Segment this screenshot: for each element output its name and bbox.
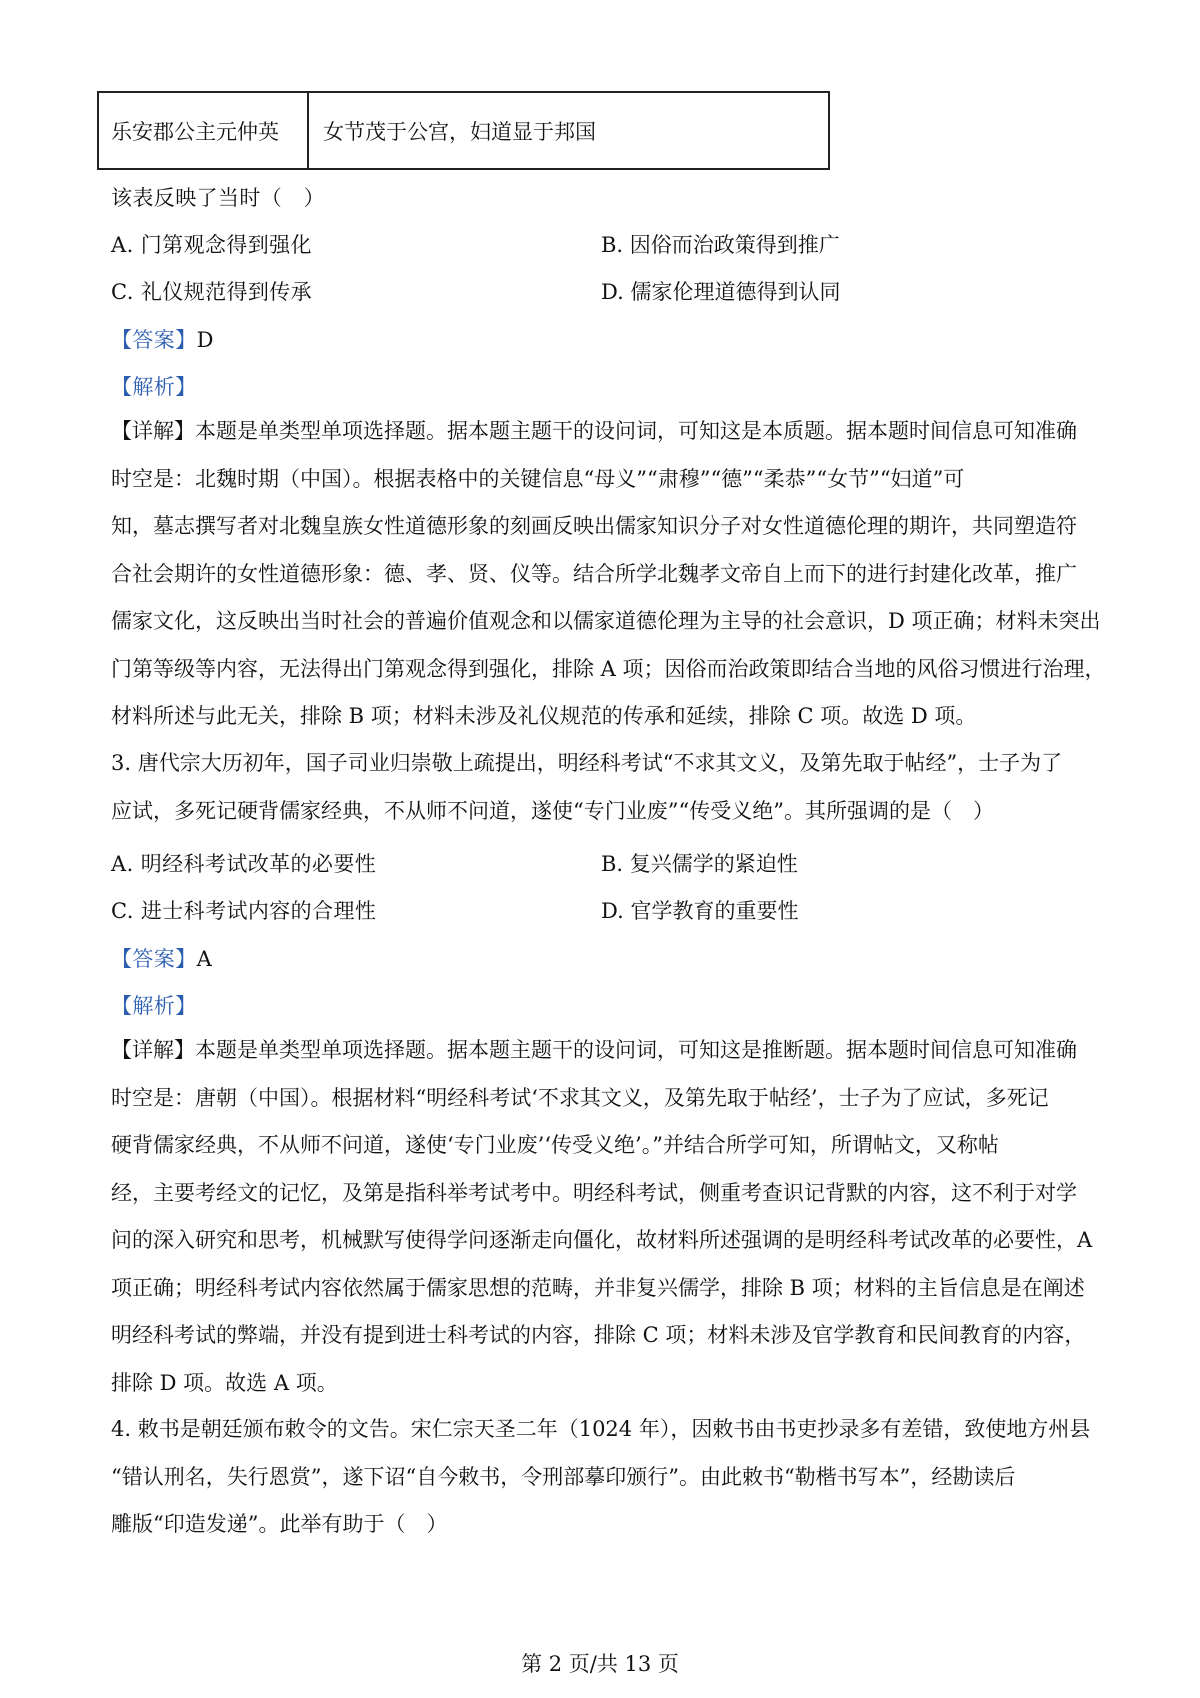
q3-detail-line: 问的深入研究和思考，机械默写使得学问逐渐走向僵化，故材料所述强调的是明经科考试改革的必要性，A <box>111 1228 1093 1252</box>
q3-option-c: C. 进士科考试内容的合理性 <box>111 899 377 923</box>
page-footer: 第 2 页/共 13 页 <box>521 1652 679 1676</box>
q3-stem-line: 3. 唐代宗大历初年，国子司业归崇敬上疏提出，明经科考试“不求其文义，及第先取于帖经”，士子为了 <box>111 751 1063 775</box>
q2-stem: 该表反映了当时（ ） <box>111 186 325 210</box>
q2-answer <box>111 324 214 354</box>
q3-detail-line: 经，主要考经文的记忆，及第是指科举考试考中。明经科考试，侧重考查识记背默的内容，这不利于对学 <box>111 1180 1077 1205</box>
q2-answer-tag: 【答案】 <box>111 328 197 352</box>
q3-detail-line: 明经科考试的弊端，并没有提到进士科考试的内容，排除 C 项；材料未涉及官学教育和民间教育的内容， <box>111 1323 1086 1347</box>
q3-detail-line: 时空是：唐朝（中国）。根据材料“明经科考试‘不求其文义，及第先取于帖经’，士子为了应试，多死记 <box>111 1085 1049 1110</box>
q2-answer-value: D <box>196 328 214 352</box>
table-cell-name: 乐安郡公主元仲英 <box>99 93 309 168</box>
q4-stem <box>111 1406 1101 1549</box>
q2-detail-line: 时空是：北魏时期（中国）。根据表格中的关键信息“母义”“肃穆”“德”“柔恭”“女节”“妇道”可 <box>111 466 965 491</box>
q3-answer-value: A <box>196 947 213 971</box>
q3-analysis-tag: 【解析】 <box>111 994 197 1018</box>
q3-option-b: B. 复兴儒学的紧迫性 <box>601 852 798 876</box>
q3-stem <box>111 740 1101 835</box>
q2-detail-line: 儒家文化，这反映出当时社会的普遍价值观念和以儒家道德伦理为主导的社会意识，D 项正确；材料未突出 <box>111 609 1101 633</box>
q3-detail-line: 排除 D 项。故选 A 项。 <box>111 1370 338 1395</box>
q2-detail-line: 材料所述与此无关，排除 B 项；材料未涉及礼仪规范的传承和延续，排除 C 项。故选 D 项。 <box>111 704 977 728</box>
q4-stem-line: 4. 敕书是朝廷颁布敕令的文告。宋仁宗天圣二年（1024 年），因敕书由书吏抄录多有差错，致使地方州县 <box>111 1417 1091 1441</box>
info-table <box>97 91 830 170</box>
q2-option-a: A. 门第观念得到强化 <box>111 233 312 257</box>
q2-detail-line: 门第等级等内容，无法得出门第观念得到强化，排除 A 项；因俗而治政策即结合当地的风俗习惯进行治理， <box>111 656 1106 681</box>
q3-detail <box>111 1027 1101 1407</box>
q2-option-c: C. 礼仪规范得到传承 <box>111 280 313 304</box>
q2-analysis-tag: 【解析】 <box>111 375 197 399</box>
q2-option-b: B. 因俗而治政策得到推广 <box>601 233 840 257</box>
q3-answer-tag: 【答案】 <box>111 947 197 971</box>
q3-answer <box>111 943 212 973</box>
table-cell-text: 女节茂于公宫，妇道显于邦国 <box>323 119 596 144</box>
q2-detail <box>111 408 1106 741</box>
q3-stem-line: 应试，多死记硬背儒家经典，不从师不问道，遂使“专门业废”“传受义绝”。其所强调的是（ ） <box>111 798 994 823</box>
q4-stem-line: 雕版“印造发递”。此举有助于（ ） <box>111 1512 448 1536</box>
q3-detail-line: 硬背儒家经典，不从师不问道，遂使‘专门业废’‘传受义绝’。”并结合所学可知，所谓帖文，又称帖 <box>111 1133 999 1157</box>
q4-stem-line: “错认刑名，失行恩赏”，遂下诏“自今敕书，令刑部摹印颁行”。由此敕书“勒楷书写本”，经勘读后 <box>111 1464 1016 1489</box>
q3-option-a: A. 明经科考试改革的必要性 <box>111 852 377 876</box>
q3-detail-line: 【详解】本题是单类型单项选择题。据本题主题干的设问词，可知这是推断题。据本题时间信息可知准确 <box>111 1038 1077 1062</box>
q3-option-d: D. 官学教育的重要性 <box>601 899 799 923</box>
q2-detail-line: 知，墓志撰写者对北魏皇族女性道德形象的刻画反映出儒家知识分子对女性道德伦理的期许，共同塑造符 <box>111 514 1077 538</box>
q3-detail-line: 项正确；明经科考试内容依然属于儒家思想的范畴，并非复兴儒学，排除 B 项；材料的主旨信息是在阐述 <box>111 1275 1085 1300</box>
q2-option-d: D. 儒家伦理道德得到认同 <box>601 280 841 304</box>
q2-detail-line: 【详解】本题是单类型单项选择题。据本题主题干的设问词，可知这是本质题。据本题时间信息可知准确 <box>111 419 1077 443</box>
q2-detail-line: 合社会期许的女性道德形象：德、孝、贤、仪等。结合所学北魏孝文帝自上而下的进行封建化改革，推广 <box>111 561 1077 586</box>
